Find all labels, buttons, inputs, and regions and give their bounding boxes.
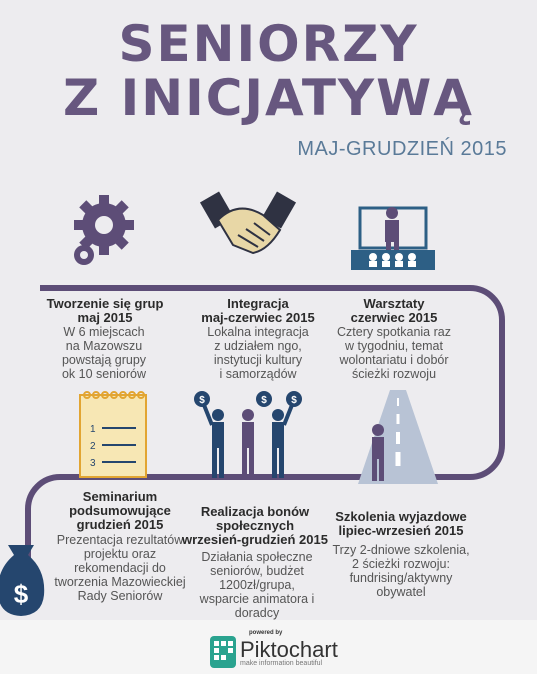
road-icon xyxy=(358,390,438,484)
step-5-desc: Działania społeczne seniorów, budżet 1200zł/grupa, wsparcie animatora i doradcy xyxy=(199,550,315,620)
step-4-desc: Prezentacja rezultatów projektu oraz rekomendacji do tworzenia Mazowieckiej Rady Seniorów xyxy=(54,533,186,603)
date-range: MAJ-GRUDZIEŃ 2015 xyxy=(297,138,507,160)
notepad-icon xyxy=(80,392,146,477)
handshake-icon xyxy=(200,192,296,253)
gear-icon xyxy=(74,195,134,265)
bag-symbol-1: $ xyxy=(199,395,205,406)
money-symbol: $ xyxy=(13,579,29,609)
step-6-desc: Trzy 2-dniowe szkolenia, 2 ścieżki rozwoju: fundrising/aktywny obywatel xyxy=(332,543,470,599)
step-3-title: Warsztaty czerwiec 2015 xyxy=(350,296,438,325)
title-line-1: SENIORZY xyxy=(118,15,419,73)
step-2-desc: Lokalna integracja z udziałem ngo, instytucji kultury i samorządów xyxy=(207,325,309,381)
step-6-title: Szkolenia wyjazdowe lipiec-wrzesień 2015 xyxy=(335,509,467,538)
people-money-icon xyxy=(194,391,302,478)
step-4-title: Seminarium podsumowujące grudzień 2015 xyxy=(69,489,171,532)
notepad-item-3: 3 xyxy=(90,458,96,469)
bag-symbol-3: $ xyxy=(291,395,297,406)
step-1-desc: W 6 miejscach na Mazowszu powstają grupy ok 10 seniorów xyxy=(61,325,147,381)
powered-by-label: powered by xyxy=(249,630,283,636)
notepad-item-1: 1 xyxy=(90,424,96,435)
brand-name[interactable]: Piktochart xyxy=(240,637,338,662)
step-5-title: Realizacja bonów społecznych wrzesień-grudzień 2015 xyxy=(182,504,328,547)
money-bag-icon xyxy=(0,545,44,616)
presentation-icon xyxy=(351,207,435,270)
bag-symbol-2: $ xyxy=(261,395,267,406)
step-2-title: Integracja maj-czerwiec 2015 xyxy=(201,296,315,325)
title-line-2: Z INICJATYWĄ xyxy=(63,69,474,127)
brand-tagline: make information beautiful xyxy=(240,660,323,667)
notepad-item-2: 2 xyxy=(90,441,96,452)
step-1-title: Tworzenie się grup maj 2015 xyxy=(46,296,164,325)
piktochart-logo-icon xyxy=(210,636,236,668)
step-3-desc: Cztery spotkania raz w tygodniu, temat wolontariatu i dobór ścieżki rozwoju xyxy=(337,325,451,381)
